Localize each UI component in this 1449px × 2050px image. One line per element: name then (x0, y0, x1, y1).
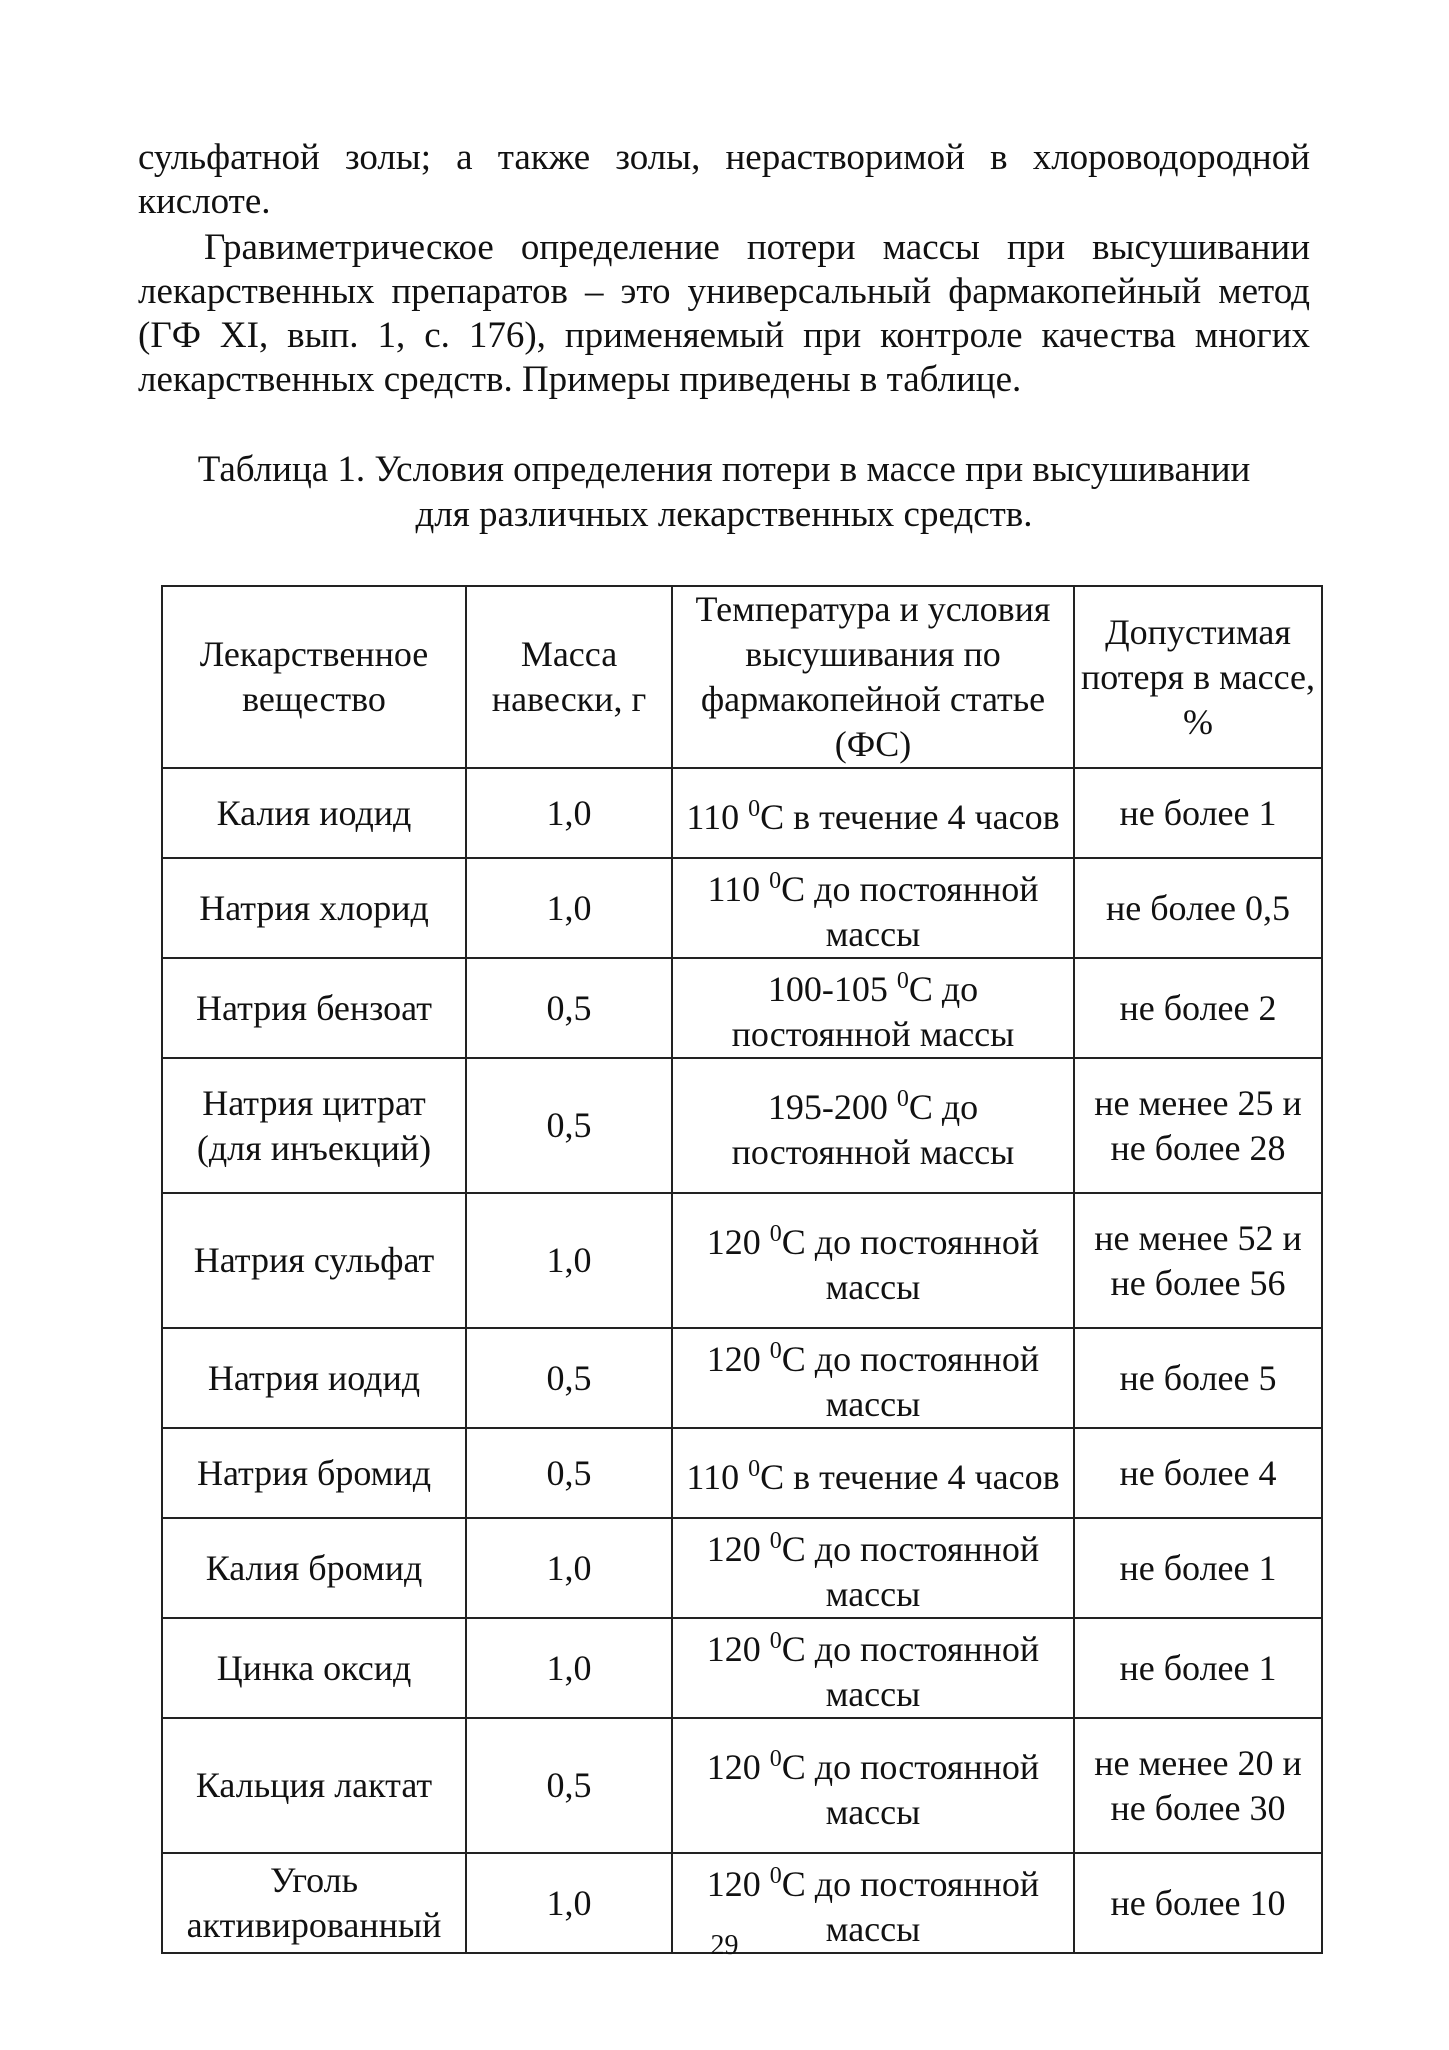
caption-line-2: для различных лекарственных средств. (415, 494, 1033, 535)
condition-text: С до постоянной массы (781, 1629, 1040, 1714)
cell-conditions (672, 1518, 1074, 1618)
cell-substance: Натрия сульфат (162, 1193, 466, 1328)
cell-mass: 0,5 (466, 1328, 672, 1428)
cell-conditions (672, 768, 1074, 858)
cell-conditions (672, 1618, 1074, 1718)
temperature-value: 120 (706, 1629, 761, 1669)
cell-loss: не менее 25 и не более 28 (1074, 1058, 1322, 1193)
cell-mass: 1,0 (466, 1193, 672, 1328)
cell-loss: не более 10 (1074, 1853, 1322, 1953)
cell-substance: Калия бромид (162, 1518, 466, 1618)
cell-conditions (672, 1193, 1074, 1328)
cell-mass: 0,5 (466, 1058, 672, 1193)
temperature-value: 120 (706, 1529, 761, 1569)
page-number: 29 (710, 1930, 739, 1961)
condition-text: С до постоянной массы (781, 1221, 1040, 1307)
condition-text: С до постоянной массы (781, 1746, 1040, 1832)
paragraph-1: сульфатной золы; а также золы, нерастворимой в хлороводородной кислоте. (138, 137, 1310, 222)
cell-conditions (672, 1718, 1074, 1853)
header-substance: Лекарственное вещество (162, 586, 466, 768)
cell-substance: Кальция лактат (162, 1718, 466, 1853)
table-header-row (162, 586, 1322, 768)
degree-superscript: 0 (748, 1455, 761, 1482)
cell-loss: не более 5 (1074, 1328, 1322, 1428)
degree-superscript: 0 (769, 1863, 782, 1889)
cell-mass: 0,5 (466, 1428, 672, 1518)
cell-mass: 0,5 (466, 958, 672, 1058)
table-row (162, 1518, 1322, 1618)
table-row (162, 1618, 1322, 1718)
temperature-value: 120 (706, 1221, 761, 1262)
degree-superscript: 0 (769, 1220, 782, 1247)
table-caption (138, 447, 1310, 537)
cell-conditions (672, 858, 1074, 958)
cell-loss: не более 1 (1074, 1518, 1322, 1618)
cell-mass: 1,0 (466, 1853, 672, 1953)
cell-loss: не более 1 (1074, 768, 1322, 858)
temperature-value: 110 (686, 1456, 740, 1497)
condition-text: С до постоянной массы (781, 1339, 1040, 1424)
condition-text: С до постоянной массы (731, 969, 1015, 1054)
condition-text: С в течение 4 часов (760, 796, 1060, 837)
header-conditions: Температура и условия высушивания по фармакопейной статье (ФС) (672, 586, 1074, 768)
caption-line-1: Таблица 1. Условия определения потери в массе при высушивании (197, 449, 1251, 490)
temperature-value: 110 (686, 796, 740, 837)
degree-superscript: 0 (769, 1745, 782, 1772)
degree-superscript: 0 (769, 1528, 782, 1554)
table-row (162, 1193, 1322, 1328)
drying-conditions-table (161, 585, 1323, 1954)
condition-text: С до постоянной массы (731, 1086, 1015, 1172)
cell-loss: не более 2 (1074, 958, 1322, 1058)
cell-substance: Цинка оксид (162, 1618, 466, 1718)
cell-mass: 1,0 (466, 858, 672, 958)
cell-loss: не менее 20 и не более 30 (1074, 1718, 1322, 1853)
cell-mass: 1,0 (466, 768, 672, 858)
table-body (162, 768, 1322, 1953)
cell-conditions (672, 958, 1074, 1058)
degree-superscript: 0 (769, 1628, 782, 1654)
table-row (162, 1058, 1322, 1193)
cell-substance: Натрия иодид (162, 1328, 466, 1428)
cell-substance: Калия иодид (162, 768, 466, 858)
temperature-value: 120 (706, 1864, 761, 1904)
header-mass: Масса навески, г (466, 586, 672, 768)
condition-text: С до постоянной массы (781, 1864, 1040, 1949)
table-row (162, 1428, 1322, 1518)
cell-substance: Натрия бромид (162, 1428, 466, 1518)
paragraph-2: Гравиметрическое определение потери массы при высушивании лекарственных препаратов – это универсальный фармакопейный метод (ГФ XI, вып. 1, с. 176), применяемый при контроле качества многих лекарственных средств. Примеры приведены в таблице. (138, 227, 1310, 400)
temperature-value: 195-200 (767, 1086, 888, 1127)
degree-superscript: 0 (896, 968, 909, 994)
temperature-value: 100-105 (767, 969, 888, 1009)
cell-mass: 1,0 (466, 1518, 672, 1618)
temperature-value: 120 (706, 1746, 761, 1787)
temperature-value: 110 (707, 869, 761, 909)
cell-substance: Натрия хлорид (162, 858, 466, 958)
cell-conditions (672, 1428, 1074, 1518)
condition-text: С до постоянной массы (781, 869, 1039, 954)
condition-text: С до постоянной массы (781, 1529, 1040, 1614)
temperature-value: 120 (706, 1339, 761, 1379)
cell-conditions (672, 1328, 1074, 1428)
table-row (162, 1718, 1322, 1853)
table-row (162, 858, 1322, 958)
cell-substance: Натрия цитрат (для инъекций) (162, 1058, 466, 1193)
degree-superscript: 0 (769, 868, 782, 894)
table-row (162, 768, 1322, 858)
degree-superscript: 0 (769, 1338, 782, 1364)
cell-conditions (672, 1058, 1074, 1193)
degree-superscript: 0 (748, 795, 761, 822)
cell-loss: не более 4 (1074, 1428, 1322, 1518)
header-loss: Допустимая потеря в массе, % (1074, 586, 1322, 768)
cell-mass: 1,0 (466, 1618, 672, 1718)
condition-text: С в течение 4 часов (760, 1456, 1060, 1497)
degree-superscript: 0 (896, 1085, 909, 1112)
cell-mass: 0,5 (466, 1718, 672, 1853)
table-row (162, 1328, 1322, 1428)
cell-loss: не более 0,5 (1074, 858, 1322, 958)
cell-loss: не более 1 (1074, 1618, 1322, 1718)
table-row (162, 958, 1322, 1058)
cell-substance: Натрия бензоат (162, 958, 466, 1058)
cell-substance: Уголь активированный (162, 1853, 466, 1953)
cell-loss: не менее 52 и не более 56 (1074, 1193, 1322, 1328)
